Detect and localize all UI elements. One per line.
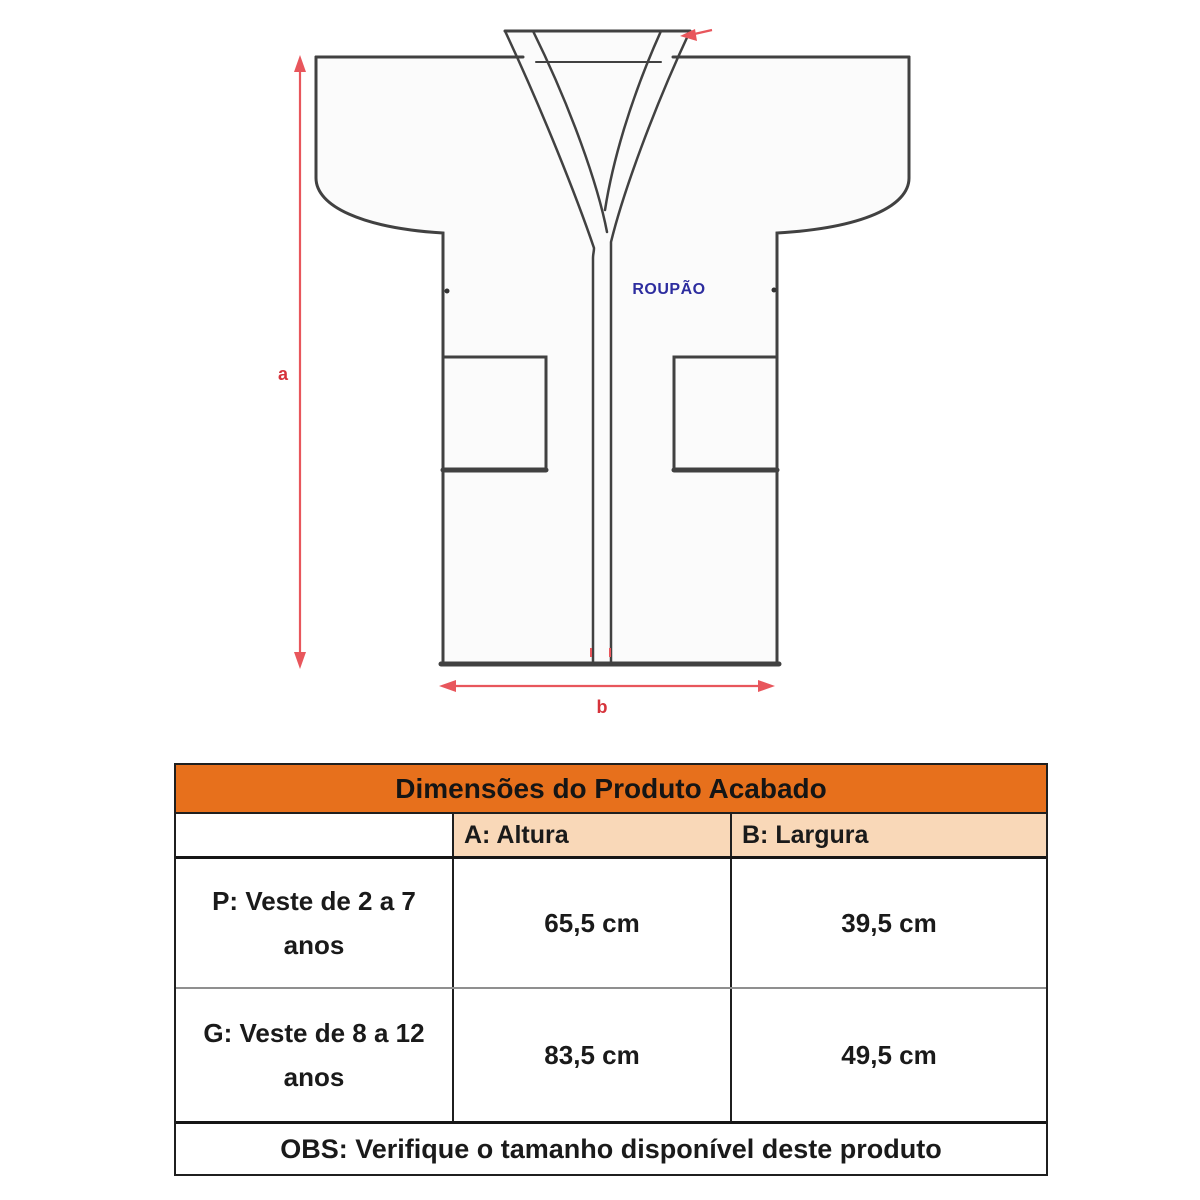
table-row-g [176, 989, 1046, 1124]
size-label-g-line1: G: Veste de 8 a 12 [203, 1018, 425, 1048]
brand-label: ROUPÃO [632, 281, 706, 298]
table-footer-note: OBS: Verifique o tamanho disponível deste produto [280, 1133, 942, 1164]
value-g-largura: 49,5 cm [841, 1039, 937, 1070]
size-label-p-line2: anos [283, 930, 345, 960]
table-header-row [176, 814, 1046, 859]
header-cell-empty [176, 814, 454, 856]
table-title: Dimensões do Produto Acabado [176, 765, 1046, 814]
left-seam-dot [445, 289, 450, 294]
value-g-altura: 83,5 cm [454, 989, 732, 1121]
size-label-g [176, 989, 454, 1121]
size-label-g-line2: anos [283, 1062, 345, 1092]
height-dimension-label: a [277, 364, 289, 384]
dimensions-table [174, 763, 1048, 1176]
width-dimension-label: b [596, 697, 608, 717]
right-seam-dot [772, 288, 777, 293]
value-p-largura: 39,5 cm [841, 907, 937, 938]
size-label-p-line1: P: Veste de 2 a 7 [212, 886, 416, 916]
value-p-altura: 65,5 cm [454, 859, 732, 987]
table-row-p [176, 859, 1046, 989]
header-cell-altura: A: Altura [454, 814, 732, 856]
size-label-p [176, 859, 454, 987]
header-cell-largura: B: Largura [732, 814, 1046, 856]
